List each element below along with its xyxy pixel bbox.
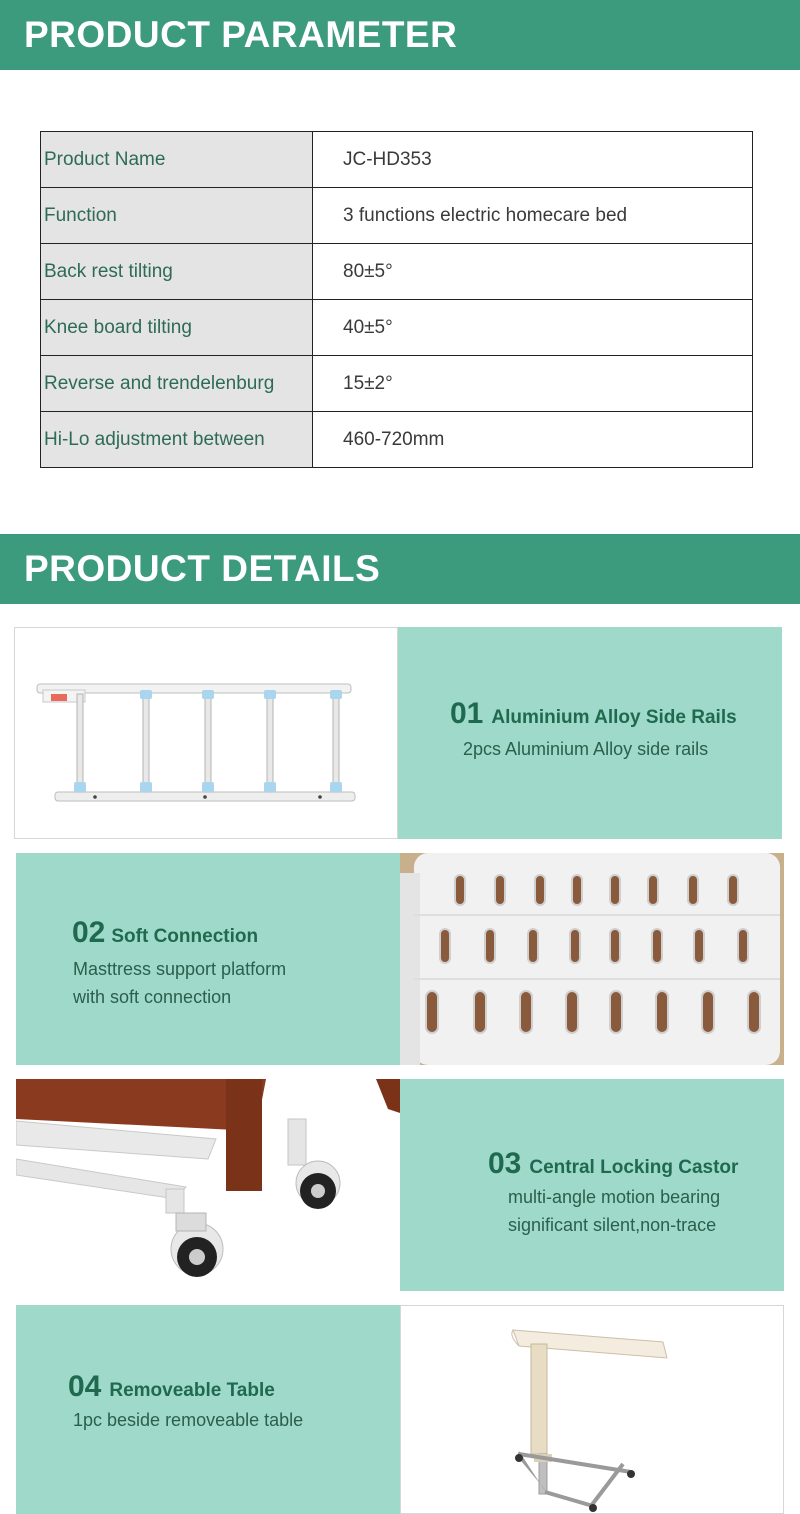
feature-01-title [450,697,737,731]
overbed-table-illustration [401,1306,784,1514]
param-value: 80±5° [313,244,753,300]
mattress-platform-illustration [400,853,784,1065]
feature-03-panel [400,1079,784,1291]
table-row [41,244,753,300]
param-value: 460-720mm [313,412,753,468]
feature-number: 02 [72,916,106,949]
castor-illustration [16,1079,400,1291]
feature-name: Aluminium Alloy Side Rails [491,707,737,728]
parameter-table [40,131,753,468]
feature-03-description [508,1183,720,1239]
feature-04-description [73,1406,303,1434]
feature-number: 03 [488,1147,522,1180]
table-row [41,356,753,412]
product-details-heading: PRODUCT DETAILS [24,548,381,589]
feature-desc-line: Masttress support platform [73,959,287,979]
param-label: Function [41,188,313,244]
feature-02-title [72,916,258,950]
feature-name: Removeable Table [109,1380,275,1401]
param-value: 15±2° [313,356,753,412]
param-label: Back rest tilting [41,244,313,300]
feature-name: Central Locking Castor [529,1157,739,1178]
param-label: Reverse and trendelenburg [41,356,313,412]
feature-desc-line: significant silent,non-trace [508,1215,717,1235]
feature-04-panel [16,1305,400,1514]
castor-photo [16,1079,400,1291]
param-label: Hi-Lo adjustment between [41,412,313,468]
param-value: 3 functions electric homecare bed [313,188,753,244]
mattress-platform-photo [400,853,784,1065]
feature-desc-line: 1pc beside removeable table [73,1410,304,1430]
table-row [41,188,753,244]
feature-02-description [73,955,286,1011]
param-label: Knee board tilting [41,300,313,356]
feature-number: 01 [450,697,484,730]
overbed-table-photo [400,1305,784,1514]
feature-desc-line: 2pcs Aluminium Alloy side rails [463,739,709,759]
table-row [41,412,753,468]
param-value: 40±5° [313,300,753,356]
table-row [41,300,753,356]
side-rail-illustration [15,628,398,839]
product-parameter-heading: PRODUCT PARAMETER [24,14,458,55]
feature-name: Soft Connection [111,926,259,947]
feature-01-panel [398,627,782,839]
feature-desc-line: with soft connection [73,987,232,1007]
side-rail-photo [14,627,398,839]
feature-02-panel [16,853,400,1065]
feature-04-title [68,1370,275,1404]
param-label: Product Name [41,132,313,188]
feature-03-title [488,1147,738,1181]
feature-01-description [463,735,708,763]
table-row [41,132,753,188]
product-parameter-banner [0,0,800,70]
feature-desc-line: multi-angle motion bearing [508,1187,721,1207]
param-value: JC-HD353 [313,132,753,188]
product-details-banner [0,534,800,604]
feature-number: 04 [68,1370,102,1403]
